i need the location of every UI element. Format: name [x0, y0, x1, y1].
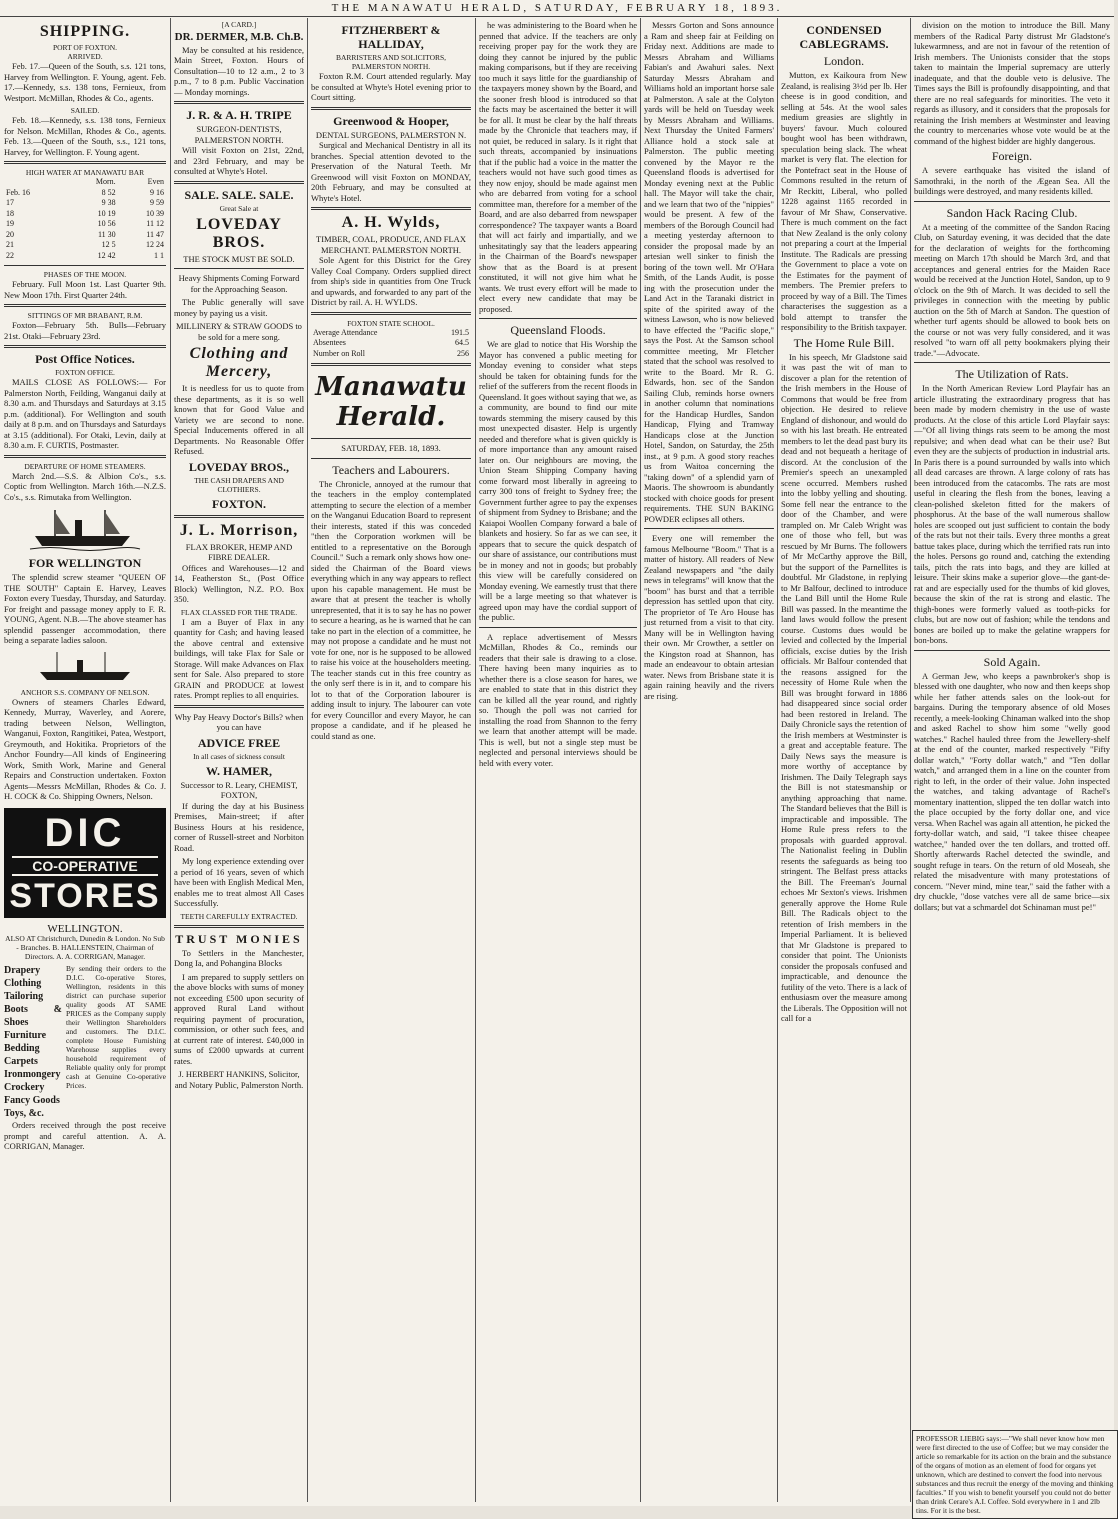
hamer-sub: Successor to R. Leary, CHEMIST, FOXTON,	[180, 779, 298, 800]
moon-text: February. Full Moon 1st. Last Quarter 9th. New Moon 17th. First Quarter 24th.	[4, 279, 166, 300]
list-item: Fancy Goods	[4, 1095, 60, 1106]
steamship-icon	[35, 650, 135, 684]
list-item: Bedding	[4, 1043, 40, 1054]
dic-orders: Orders received through the post receive prompt and careful attention. A. A. CORRIGAN, Manager.	[4, 1120, 166, 1151]
dic-logo: DIC CO-OPERATIVE STORES	[4, 808, 166, 918]
local-news-b: Messrs Gorton and Sons announce a Ram and sheep fair at Feilding on Friday next. Additions are made to Messrs Abraham and Williams Fabian's and Awahuri sales. Next Saturday Messrs Abraham and Williams hold an important horse sale at Palmerston. A sale at the Colyton yards will be held on Tuesday week by Messrs Abraham and Williams. Next Thursday the United Farmers' Alliance hold a stock sale at Palmerston. The public meeting convened by the Mayor re the Queensland floods is advertised for Monday evening next at the Public hall. The Mayor will take the chair, and we learn that two of the "nippies" would be present. A few of the members of the Borough Council had a meeting yesterday afternoon to consider the proposal made by an artesian well sinker to finish the boring of the town well. Mr O'Hara Smith, of the Lands Audit, is posse ing with the prosecution under the Land Act in the Taranaki district in spite of the spirited away of the witness Lawson, who is now believed to have effected the "Pacific slope," says the Post. At the Samson school committee meeting, Mr Fletcher stated that the school was resolved to write to the Board. Mr R. G. Edwards, hon. sec of the Sandon Sailing Club, reminds horse owners in another column that nominations for the Handicap Hurdles, Sandon Handicap, Flying and Tramway Handicaps close at the Junction Hotel, Sandon, on Saturday, the 25th inst., at 9 p.m. A good story reaches us from Waitoa concerning the "taking down" of a splendid yarn of Maoris. The showroom is abundantly stocked with choice goods for present requirements. THE SUN BAKING POWDER eclipses all others.	[644, 20, 774, 524]
list-item: Ironmongery	[4, 1069, 61, 1080]
list-item: Drapery	[4, 965, 41, 976]
foreign-text: A severe earthquake has visited the island of Samothraki, in the north of the Ægean Sea. All the buildings were destroyed, and many residents killed.	[914, 165, 1110, 196]
school-heading: FOXTON STATE SCHOOL.	[347, 318, 435, 328]
cables-text: Mutton, ex Kaikoura from New Zealand, is realising 3½d per lb. Her cheese is in good condition, and selling at 54s. At the wool sales medium greasies are slightly in buyers' favour. Much coloured bought wool has been withdrawn, speculation being slack. The wheat market is very flat. The election for the Pontefract seat in the House of Commons resulted in the return of Mr Reckitt, Liberal, who polled 1228 against 1165 recorded in favour of Mr Shaw, Conservative. There is much comment on the fact that New Zealand is the only colony not preparing a court at the Imperial Institute. The Radicals are pressing the Government to place a vote on the Estimates for the payment of members. The Premier prefers to proceed by way of a Bill. The Times characterises the suggestion as a bold attempt to transfer the responsibility to the British taxpayer.	[781, 70, 907, 332]
column-shipping	[4, 20, 166, 1500]
departure-heading: DEPARTURE OF HOME STEAMERS.	[24, 461, 146, 471]
table-row: 19 10 56 11 12	[6, 219, 164, 228]
dermer-text: May be consulted at his residence, Main Street, Foxton. Hours of Consultation—10 to 12 a.m., 2 to 3 p.m., 7 to 8 p.m. Public Vaccination — Monday mornings.	[174, 44, 304, 97]
divider	[4, 161, 166, 164]
steamer-text: The splendid screw steamer "QUEEN OF THE SOUTH" Captain E. Harvey, Leaves Foxton every Tuesday, Thursday, and Saturday. For freight and passage money apply to F. R. YOUNG, Agent. N.B.—The above steamer has splendid passenger accommodation, there being a separate ladies saloon.	[4, 572, 166, 645]
list-item: Clothing	[4, 978, 42, 989]
moon-heading: PHASES OF THE MOON.	[43, 270, 127, 279]
table-row: 20 11 30 11 47	[6, 229, 164, 239]
column-news-b	[644, 20, 774, 1500]
column-rule	[170, 18, 171, 1502]
sandon-text: At a meeting of the committee of the Sandon Racing Club, on Saturday evening, it was decided that the date for the declaration of weights for the forthcoming meeting on March 17th should be March 3rd, and that acceptances and general entries for the Maiden Race would be received at the Junction Hotel, Sandon, up to 9 o'clock on the 9th of March. It was decided to sell the privileges in connection with the meeting by public auction on the 5th of March at Sandon. The question of whether turf agents should be allowed to book bets on the course or not was very fully considered, and it was resolved "to warn off all petty bookmakers plying their trade."—Advocate.	[914, 221, 1110, 358]
settlers-text: I am prepared to supply settlers on the above blocks with sums of money not exceeding £500 upon security of approved Rural Land without requiring payment of procuration, commission, or other such fees, and at current rate of interest. £40,000 in sums of £2000 upwards at current rates.	[174, 971, 304, 1066]
school-table	[311, 328, 471, 360]
greenwood-text: Surgical and Mechanical Dentistry in all its branches. Special attention devoted to the Preservation of the Natural Teeth. Mr Greenwood will visit Foxton on MONDAY, 20th February, and may be consulted at Whyte's Hotel.	[311, 140, 471, 203]
buyer-text: I am a Buyer of Flax in any quantity for Cash; and having leased the above central and extensive buildings, will take Flax for Sale or Storage. Will make Advances on Flax sent for Sale. Also prepared to store GRAIN and PRODUCE at lowest rates. Prompt replies to all enquiries.	[174, 616, 304, 700]
sale-heading: SALE. SALE. SALE.	[184, 187, 294, 202]
foxton-label: FOXTON.	[211, 496, 267, 511]
cables-heading: CONDENSED CABLEGRAMS.	[799, 23, 889, 51]
list-item: Toys, &c.	[4, 1108, 44, 1119]
table-row: 18 10 19 10 39	[6, 208, 164, 218]
column-rule	[307, 18, 308, 1502]
cash-drapers: THE CASH DRAPERS AND CLOTHIERS.	[194, 475, 284, 494]
local-news-text: A replace advertisement of Messrs McMillan, Rhodes & Co., reminds our readers that their sale is drawing to a close. There having been many inquiries as to whether there is a close season for hares, we are enabled to state that in this district they can be killed all the year round, and rightly so. Though the poll was not carried for installing the road from Shannon to the ferry we learn that another attempt will be made. This is well, but not a single step must be neglected and personal interviews should be held with every voter.	[479, 631, 637, 768]
queensland-heading: Queensland Floods.	[510, 323, 606, 337]
fitzherbert-text: Foxton R.M. Court attended regularly. May be consulted at Whyte's Hotel evening prior to Court sitting.	[311, 71, 471, 102]
post-office-heading: Post Office Notices.	[35, 352, 135, 366]
departure-text: March 2nd.—S.S. & Albion Co's., s.s. Coptic from Wellington. March 16th.—N.Z.S. Co's., s.s. Rimutaka from Wellington.	[4, 470, 166, 502]
offices-text: Offices and Warehouses—12 and 14, Featherston St., (Post Office Block) Wellington, N.Z. P.O. Box 350.	[174, 562, 304, 604]
arrived-heading: ARRIVED.	[67, 52, 103, 61]
wylds-sub: TIMBER, COAL, PRODUCE, AND FLAX MERCHANT. PALMERSTON NORTH.	[316, 234, 466, 255]
teeth-text: TEETH CAREFULLY EXTRACTED.	[180, 911, 298, 921]
sailed-heading: SAILED.	[70, 106, 100, 115]
column-news-a	[479, 20, 637, 1500]
local-news-c: Every one will remember the famous Melbourne "Boom." That is a matter of history. All readers of New Zealand newspapers and "the daily news in telegrams" will know that the "boom" has burst and that a terrible depression has settled upon that city. The proprietor of Te Aro House has just returned from a visit to that city. Many will be in Wellington having their own. Mr Crowther, a settler on the Kingston road at Shannon, has made an endeavour to obtain artesian water. News from Brisbane state it is again raining heavily and the rivers are rising.	[644, 533, 774, 701]
column-advertisements	[174, 20, 304, 1500]
anchor-heading: ANCHOR S.S. COMPANY OF NELSON.	[20, 687, 150, 697]
teachers-heading: Teachers and Labourers.	[332, 462, 450, 477]
dic-also: ALSO AT Christchurch, Dunedin & London. No Sub - Branches. B. HALLENSTEIN, Chairman of Directors. A. A. CORRIGAN, Manager.	[5, 934, 165, 961]
needless-text: It is needless for us to quote from these departments, as it is so well known that for Good Value and Variety we are second to none. Special Inducements offered in all Departments. No Reasonable Offer Refused.	[174, 383, 304, 456]
liebig-ad: PROFESSOR LIEBIG says:—"We shall never know how men were first directed to the use of Coffee; but we may consider the article so remarkable for its action on the brain and the substance of the organs of motion as an element of food for organs yet unknown, which are destined to convert the food into nervous substances and thus recruit the energy of the moving and thinking faculties." If you wish to benefit yourself you could not do better than drink Cerare's A.I. Coffee. Sold everywhere in 1 and 2lb tins. For it is the best.	[912, 1430, 1118, 1519]
loveday-heading: LOVEDAY BROS.	[196, 215, 282, 251]
why-text: Why Pay Heavy Doctor's Bills? when you can have	[174, 711, 304, 732]
fitzherbert-heading: FITZHERBERT & HALLIDAY,	[341, 23, 441, 51]
hamer-text: If during the day at his Business Premises, Main-street; if after Business Hours at his residence, corner of Russell-street and Norbiton Road.	[174, 800, 304, 853]
sandon-heading: Sandon Hack Racing Club.	[946, 205, 1078, 220]
sailed-text: Feb. 18.—Kennedy, s.s. 138 tons, Fernieux for Nelson. McMillan, Rhodes & Co., agents. Feb. 13.—Queen of the South, s.s., 121 tons, Harvey, for Wellington. F. Young agent.	[4, 115, 166, 157]
list-item: Tailoring	[4, 991, 44, 1002]
for-wellington-heading: FOR WELLINGTON	[28, 556, 142, 570]
trust-heading: TRUST MONIES	[175, 931, 303, 946]
table-row: Average Attendance 191.5	[313, 327, 469, 337]
table-row: Number on Roll 256	[313, 348, 469, 358]
greenwood-heading: Greenwood & Hooper,	[333, 113, 449, 128]
newspaper-title: Manawatu Herald.	[315, 372, 467, 432]
dentist-text: My long experience extending over a period of 16 years, seven of which have been with English Medical Men, enables me to treat almost All Cases Successfully.	[174, 856, 304, 908]
great-sale: Great Sale at	[219, 203, 259, 213]
clothing-heading: Clothing and Mercery,	[189, 345, 289, 380]
column-rule	[640, 18, 641, 1502]
post-office-sub: FOXTON OFFICE.	[55, 368, 115, 377]
sold-again-text: A German Jew, who keeps a pawnbroker's shop is blessed with one daughter, who now and then keeps shop while her father attends sales on the look-out for bargains. During the temporary absence of old Moses recently, a meek-looking Chinaman walked into the shop and asked Rachel to show him some "welly good watches." Rachel hauled three from the Jewellery-shelf at the end of the counter, marked respectively "Fifty dollar watch," "Forty dollar watch," and "Ten dollar watch," and arranged them in a line on the counter from right to left, in the order of their value. John inspected the watches, and taking advantage of Rachel's momentary inattention, slipped the ten dollar watch into the place occupied by the forty dollar one, and vice versa. When Rachel was again all attention, he picked the forty-dollar watch, and said, "I takee thisee cheapee watchee," handed over the ten dollars, and trotted off. Shortly afterwards Rachel detected the swindle, and sought refuge in tears. On the return of old Moseah, she related the misadventure with many protestations of concern. "Never mind, mine tear," said the father with a dry chuckle, "dose vatches vere all de same brice—six dollars; but vat a schmardel dot Schinaman must pe!"	[914, 670, 1110, 912]
dic-category-text: By sending their orders to the D.I.C. Co-operative Stores, Wellington, residents in this district can purchase superior quality goods AT SAME PRICES as the Company supply their Wellington Shareholders and customers. The D.I.C. complete House Furnishing Warehouse supplies every household requirement of Reliable quality only for prompt cash at Genuine Co-operative Prices.	[66, 964, 166, 1090]
table-row: 17 9 38 9 59	[6, 198, 164, 207]
home-rule-heading: The Home Rule Bill.	[793, 335, 895, 350]
rm-heading: SITTINGS OF MR BRABANT, R.M.	[27, 311, 143, 320]
hamer-heading: W. HAMER,	[206, 763, 272, 778]
tripe-sub: SURGEON-DENTISTS, PALMERSTON NORTH.	[194, 124, 284, 145]
column-rule	[777, 18, 778, 1502]
wylds-text: Sole Agent for this District for the Grey Valley Coal Company. Orders supplied direct from ship's side in quantities from One Truck and upwards, and forwarded to any part of the District by rail. A. H. WYLDS.	[311, 255, 471, 307]
dic-categories	[4, 964, 166, 1120]
column-rule	[475, 18, 476, 1502]
table-row: Feb. 16 8 52 9 16	[6, 187, 164, 197]
london-heading: London.	[823, 54, 865, 68]
anchor-text: Owners of steamers Charles Edward, Kennedy, Murray, Waverley, and Aorere, trading between Nelson, Wellington, Wanganui, Foxton, Rangitikei, Patea, Westport, Greymouth, and Hokitika. Proprietors of the Anchor Foundry—All kinds of Engineering Work, Smith Work, Marine and General Repairs and Construction undertaken. Foxton Agents—Messrs McMillan, Rhodes & Co. J. H. COCK & Co. Shipping Owners, Nelson.	[4, 696, 166, 801]
table-row: Absentees 64.5	[313, 338, 469, 347]
morrison-heading: J. L. Morrison,	[179, 521, 299, 539]
public-text: The Public generally will save money by paying us a visit.	[174, 297, 304, 318]
column-news-c	[914, 20, 1110, 1424]
flax-classed: FLAX CLASSED FOR THE TRADE.	[180, 607, 298, 617]
list-item: Crockery	[4, 1082, 45, 1093]
greenwood-sub: DENTAL SURGEONS, PALMERSTON N.	[315, 129, 467, 140]
stock-text: THE STOCK MUST BE SOLD.	[183, 253, 295, 264]
list-item: Furniture	[4, 1030, 47, 1041]
rats-text: In the North American Review Lord Playfair has an article illustrating the extraordinary progress that has been made by modern chemistry in the use of waste products. At the close of this article Lord Playfair says:—"Of all living things rats seem to be among the most repulsive; and when dead what can be their use? But even they are the subjects of production in industrial arts. In Paris there is a pound surrounded by walls into which all dead carcases are thrown. A large colony of rats has been introduced from the catacombs. The rats are most useful in clearing the flesh from the bones, leaving a clean-polished skeleton fitted for the makers of phosphorus. At the base of the wall numerous shallow holes are scooped out just sufficient to contain the body of the rats but not their tails. Every three months a great battue takes place, during which the terrified rats run into the holes. Persons go round and, catching the extending tails, pitch the rats into bags, and they are killed at leisure. Their skins make a superior glove—the gant-de-rat and are especially used for the thumbs of kid gloves, because the skin of the rat is strong and elastic. The thigh-bones were formerly valued as tooth-picks for clubs, but are now out of fashion; while the tendons and bones are boiled up to make the gelatine wrappers for bon-bons.	[914, 383, 1110, 645]
column-rule	[910, 18, 911, 1502]
column-editorial-ads	[311, 20, 471, 1500]
arrived-text: Feb. 17.—Queen of the South, s.s. 121 tons, Harvey from Wellington. F. Young, agent. Feb. 17.—Kennedy, s.s. 138 tons, Fernieux, from Westport. McMillan, Rhodes & Co., agents.	[4, 61, 166, 103]
fitzherbert-sub: BARRISTERS AND SOLICITORS, PALMERSTON NORTH.	[335, 53, 447, 71]
loveday-footer: LOVEDAY BROS.,	[188, 459, 290, 474]
sickness-text: In all cases of sickness consult	[193, 751, 285, 761]
teachers-text: The Chronicle, annoyed at the rumour that the teachers in the employ contemplated attempting to secure the election of a member on the Wanganui Education Board to represent their interests, stated if this was conceded "then the Corporation workmen will be entitled to a representative on the Borough Council." Such a remark only shows how one-sided the Chairman of the Board views everything which in any way appears to reflect upon his capable management. He must be aware that at present the teacher is wholly unrepresented, that it is to say he has no power to secure a hearing, as he is warned that he can take no part in the election of a committee, he may not propose a candidate and he must not vote for one, nor is he supposed to be allowed to raise his voice at the householders meeting. The teacher stands cut in this free country as the only serf there is in it, and to compare his lot to that of the Corporation labourer is adding insult to injury. The labourer can vote for every Councillor and every Mayor, he can propose a candidate, and if he pleased he could stand as one.	[311, 478, 471, 741]
tripe-text: Will visit Foxton on 21st, 22nd, and 23rd February, and may be consulted at Whyte's Hotel.	[174, 145, 304, 176]
millinery-text: MILLINERY & STRAW GOODS to be sold for a mere song.	[176, 321, 302, 342]
shipping-title: SHIPPING.	[39, 23, 131, 40]
advice-heading: ADVICE FREE	[197, 735, 281, 750]
table-row: 21 12 5 12 24	[6, 240, 164, 249]
mails-text: MAILS CLOSE AS FOLLOWS:— For Palmerston North, Feilding, Wanganui daily at 8.30 a.m. and Thursdays and Saturdays at 3.15 p.m. (additional). For Wellington and south daily at 8 p.m. and on Thursdays and Saturdays at 3.15 (additional). For Otaki, Levin, daily at 8.30 a.m. F. CURTIS, Postmaster.	[4, 377, 166, 450]
rm-text: Foxton—February 5th. Bulls—February 21st. Otaki—February 23rd.	[4, 320, 166, 341]
dermer-name: DR. DERMER, M.B. Ch.B.	[174, 31, 304, 43]
issue-date: SATURDAY, FEB. 18, 1893.	[341, 443, 441, 453]
dic-city: WELLINGTON.	[47, 922, 123, 935]
masthead: THE MANAWATU HERALD, SATURDAY, FEBRUARY 18, 1893.	[0, 0, 1114, 17]
column-cables	[781, 20, 907, 1500]
editorial-continued: he was administering to the Board when he penned that advice. If the teachers are only receiving proper pay for the work they are doing they cannot be injured by the public making comparisons, but if they are receiving too much it says little for the guardianship of the taxpayers money shown by the Board, and the sooner fresh blood is introduced so that the facts may be ascertained the better it will be for all. It must be clear by the half threats made by the Chronicle that teachers may, if not quiet, be reduced in salary. Is it right that such threats, accompanied by insinuations that if the public had a voice in the matter the teachers would not have such good times as they now enjoy, should be made against men who are debarred from voting for a school committee man, therefore for a member of the Board, and are also debarred from newspaper correspondence? The taxpayer wants a Board that will act fairly and impartially, and we unhesitatingly say that the leaders appearing in the Chairman of the Board's newspaper show that as the Board is at present constituted, it will not give him what he wants. We trust every effort will be made to elect every new candidate that may be proposed.	[479, 20, 637, 314]
heavy-text: Heavy Shipments Coming Forward for the Approaching Season.	[178, 273, 300, 294]
queensland-text: We are glad to notice that His Worship the Mayor has convened a public meeting for Monday evening to consider what steps should be taken for obtaining funds for the relief of the sufferers from the recent floods in Queensland. It goes without saying that we, as a community, are bound to find our mite towards stemming the misery caused by this most unexpected disaster. Help is urgently needed and therefore what is given quickly is of more importance than any amount raised later on. Our neighbours are moving, the Union Steam Shipping Company having come forward most liberally in agreeing to carry 300 tons of freight to Sydney free; the Government further agree to pay the expenses of shipment from Sydney to Brisbane; and the Kaiapoi Woollen Company forward a bale of blankets and hosiery. So far as we can see, it appears that to secure the quick despatch of our share of assistance, our contributions must be in money and not in goods; but probably this view will be carefully considered on Monday evening. We earnestly trust that there will be a large meeting so that whatever is agreed upon may have the cordial support of the public.	[479, 339, 637, 622]
wylds-heading: A. H. Wylds,	[341, 214, 441, 231]
list-item: Carpets	[4, 1056, 38, 1067]
flax-heading: FLAX BROKER, HEMP AND FIBRE DEALER.	[185, 541, 293, 562]
rats-heading: The Utilization of Rats.	[955, 367, 1069, 381]
home-rule-continued: division on the motion to introduce the Bill. Many members of the Radical Party distrust Mr Gladstone's lukewarmness, and are not in favour of the retention of Irish members. The Unionists consider that the stops taken to maintain the Imperial supremacy are utterly inadequate, and that the double veto is delusive. The Times says the Bill is profoundly disappointing, and that there are no real safeguards for minorities. The veto it regards as illusory, and it considers that the proposals for retaining the Irish members at Westminster and leaving the country to mercenaries whose vote would be at the command of the highest bidder are highly dangerous.	[914, 20, 1110, 146]
steamship-icon	[30, 506, 140, 552]
tripe-heading: J. R. & A. H. TRIPE	[186, 108, 292, 122]
card-label: [A CARD.]	[221, 20, 257, 29]
port-heading: PORT OF FOXTON.	[52, 43, 118, 52]
foreign-heading: Foreign.	[991, 149, 1033, 163]
list-item: Boots & Shoes	[4, 1004, 62, 1028]
hankins-text: J. HERBERT HANKINS, Solicitor, and Notary Public, Palmerston North.	[174, 1069, 304, 1090]
high-water-heading: HIGH WATER AT MANAWATU BAR	[25, 168, 145, 177]
sold-again-heading: Sold Again.	[983, 654, 1041, 669]
high-water-table: Morn. Even Feb. 16 8 52 9 16 17 9 38 9 59 18 10 19 10 39 19 10 56 11 12 20 11 30 11 47 21 12 5 12 24 22 12 42 1 1	[6, 177, 164, 260]
home-rule-text: In his speech, Mr Gladstone said it was past the wit of man to discover a plan for the retention of the Irish members in the House of Commons that would be free from objection. He desired to relieve England of dishonour, and would do so with his last breath. He entreated members to let the dead past bury its dead and not bequeath a heritage of discord. At the conclusion of the Premier's speech an unexampled scene occurred. Members rushed into the lobby yelling and shouting. Some fell near the entrance to the door of the Chamber, and were trampled on. Mr Caleb Wright was one of those who fell, but was rescued by Mr Burns. The followers of Mr McCarthy approve the Bill, but the support of the Parnellites is doubtful. Mr Gladstone, in replying to Mr Balfour, declined to introduce the Land Bill until the Home Rule Bill was passed. In the meantime the land laws would follow the present course. Customs dues would be levied and collected by the Imperial officials, excise duties by the Irish officials. Mr Balfour contended that the reasons assigned for the necessity of Home Rule when the Bill was brought forward in 1886 had disappeared since social order had been restored in Ireland. The Daily Chronicle says the retention of the Irish members at Westminster is a great and acceptable feature. The Daily News says the measure is more worthy of acceptance by Irishmen. The Daily Telegraph says the Bill is not statesmanship or anything approaching that name. The Standard believes that the Bill is impracticable and impossible. The Home Rule press refers to the proposals with guarded approval. The Nationalist feeling in Dublin resents the safeguards as being too stringent. The Belfast press attacks the Bill. The Freeman's Journal echoes Mr Sexton's views. Irishmen generally approve the Home Rule Bill. The Radicals object to the retention of Irish members in the Imperial Parliament. It is believed that Mr Gladstone is prepared to consider that point. The Unionists consider the proposals confused and impracticable, and denounce the futility of the veto. There is a lack of enthusiasm over the measure among the Liberals. The Opposition will not call for a	[781, 351, 907, 1023]
settlers-heading: To Settlers in the Manchester, Dong Ia, and Pohangina Blocks	[174, 947, 304, 968]
table-row: 22 12 42 1 1	[6, 250, 164, 260]
